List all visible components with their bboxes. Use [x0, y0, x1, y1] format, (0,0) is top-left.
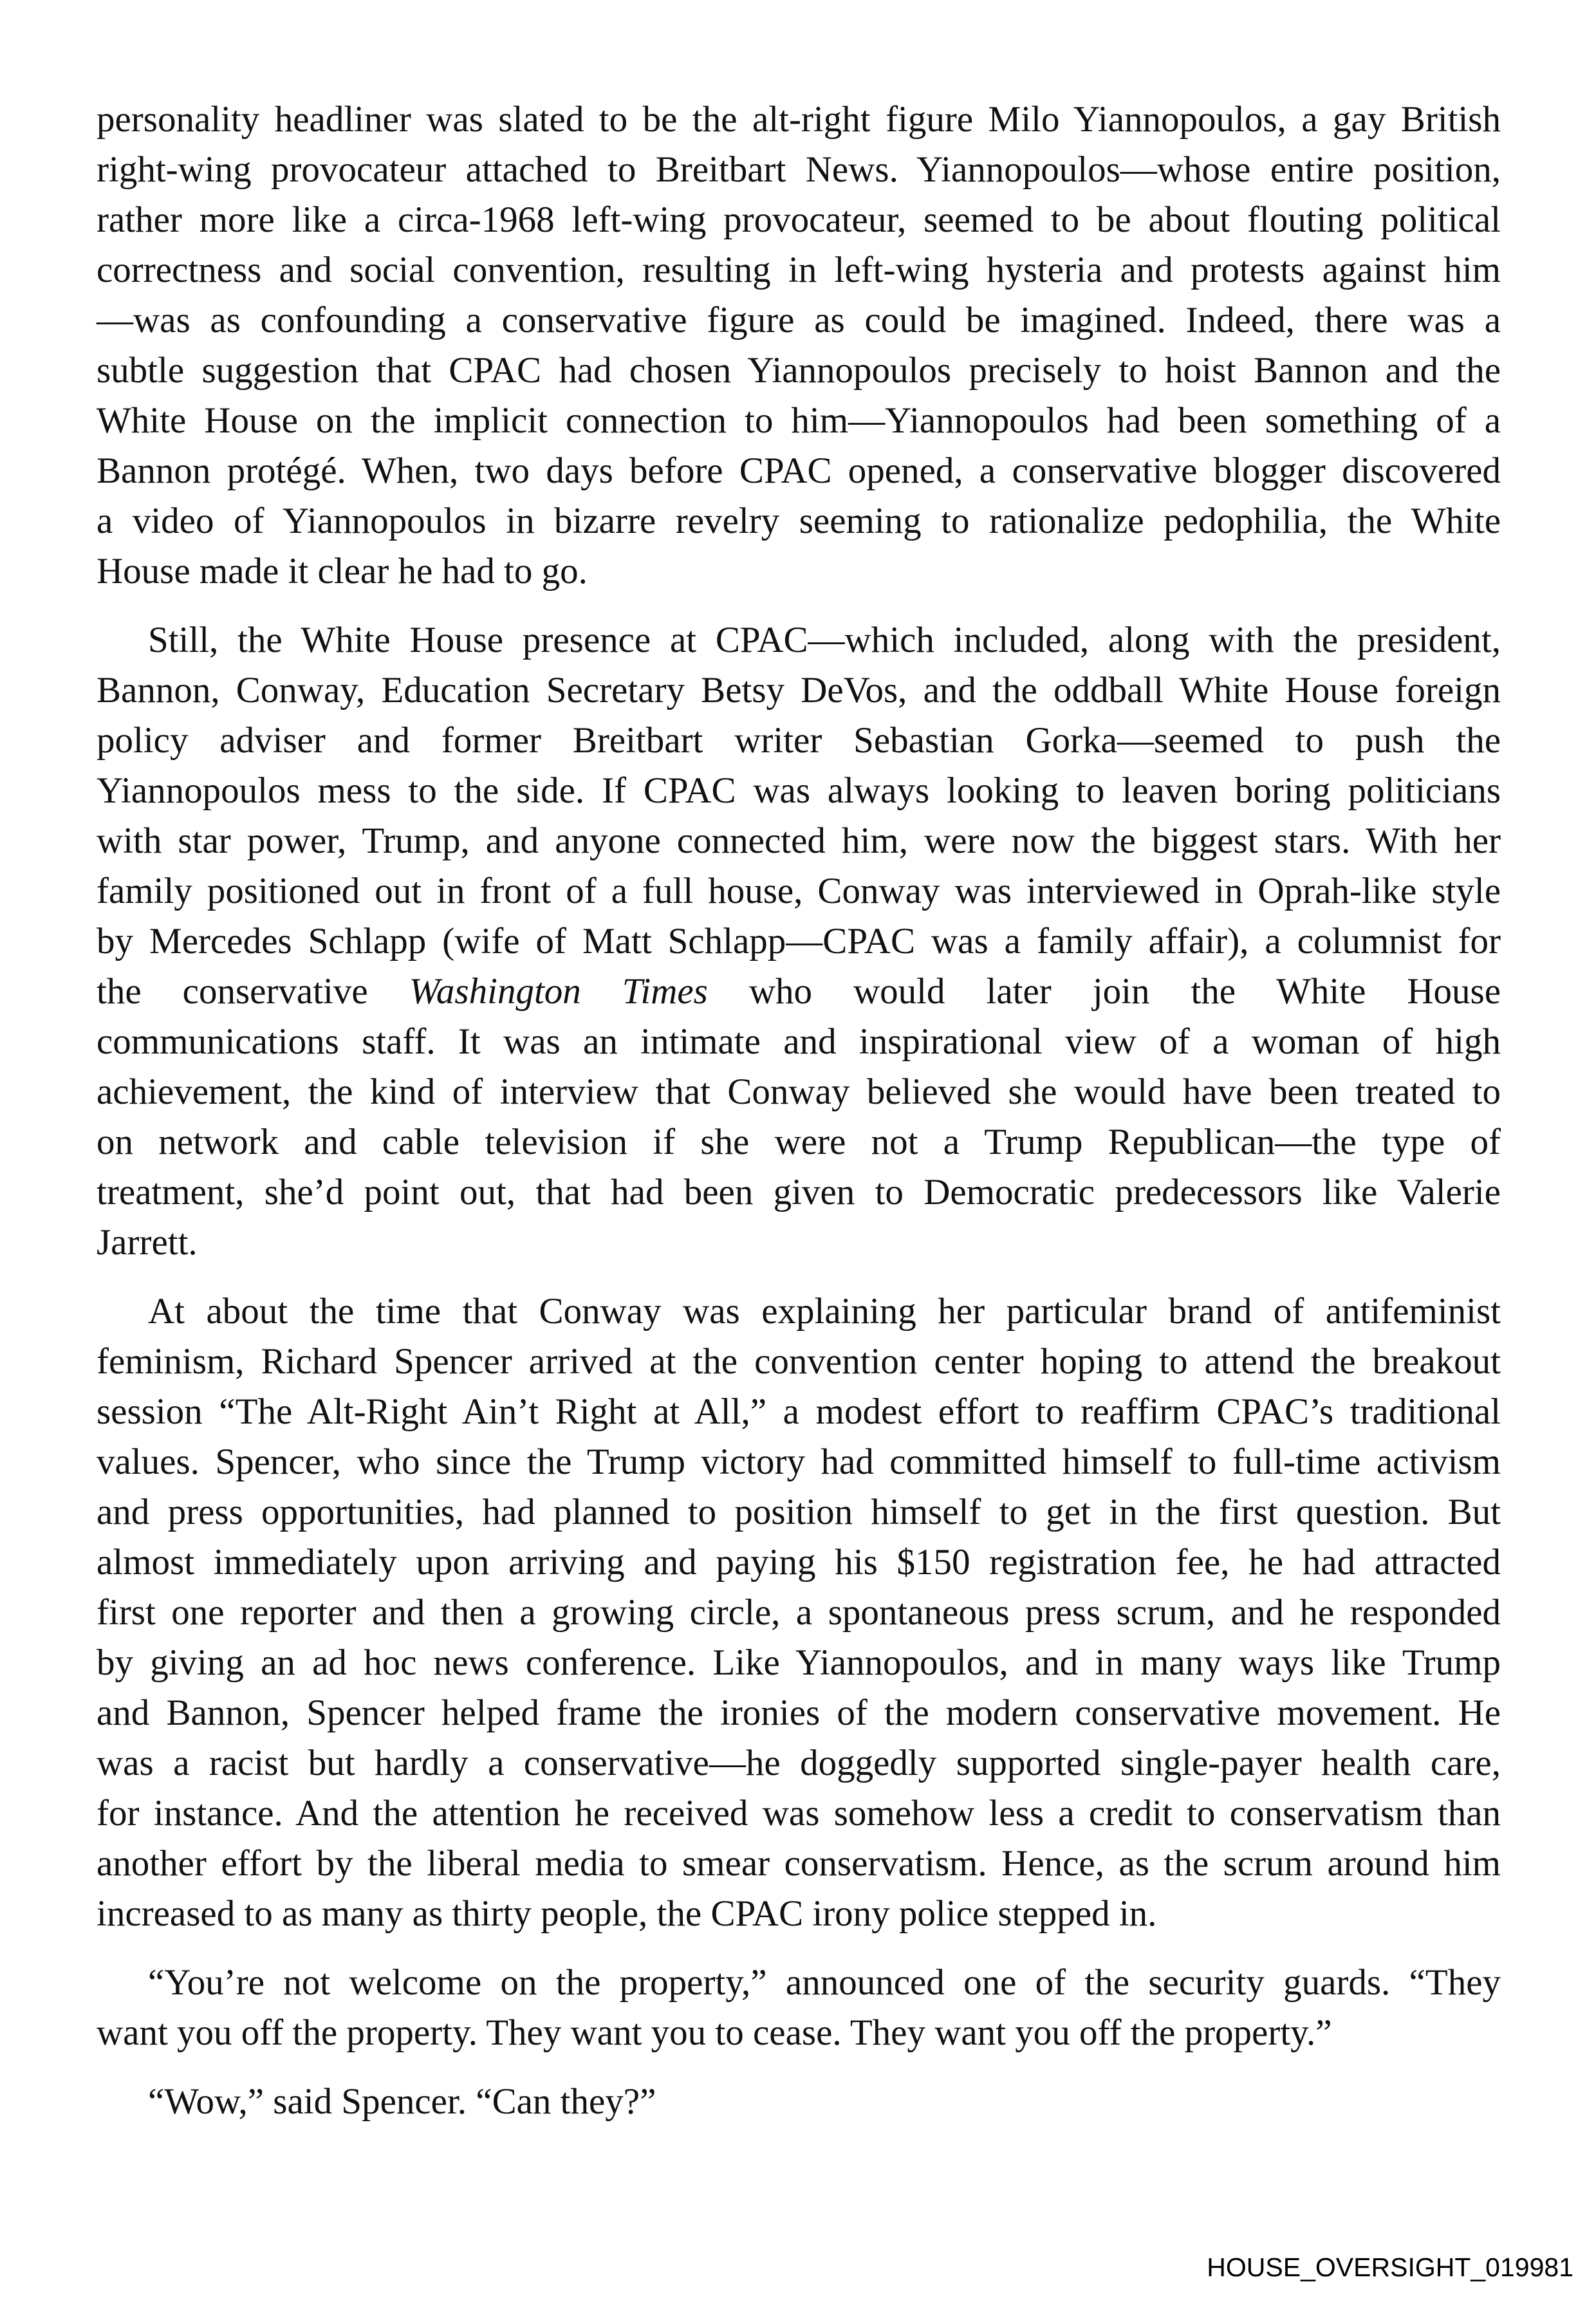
text-line: correctness and social convention, resulting in left-wing hysteria and protests against him: [97, 250, 1501, 290]
text-line: the conservative Washington Times who would later join the White House: [97, 971, 1501, 1012]
text-line: a video of Yiannopoulos in bizarre revelry seeming to rationalize pedophilia, the White: [97, 501, 1501, 541]
text-line: by Mercedes Schlapp (wife of Matt Schlapp—CPAC was a family affair), a columnist for: [97, 921, 1501, 961]
text-line: personality headliner was slated to be the alt-right figure Milo Yiannopoulos, a gay British: [97, 99, 1501, 140]
text-line: on network and cable television if she were not a Trump Republican—the type of: [97, 1122, 1501, 1162]
italic-title: Washington Times: [409, 971, 708, 1012]
text-line: Bannon, Conway, Education Secretary Betsy DeVos, and the oddball White House foreign: [97, 670, 1501, 710]
document-body: [97, 95, 1501, 2146]
paragraph: [97, 1286, 1501, 1939]
text-line: —was as confounding a conservative figure as could be imagined. Indeed, there was a: [97, 300, 1501, 340]
text-line: for instance. And the attention he received was somehow less a credit to conservatism than: [97, 1793, 1501, 1833]
text-line: subtle suggestion that CPAC had chosen Yiannopoulos precisely to hoist Bannon and the: [97, 350, 1501, 391]
text-line: policy adviser and former Breitbart writer Sebastian Gorka—seemed to push the: [97, 720, 1501, 761]
text-line: “You’re not welcome on the property,” announced one of the security guards. “They: [148, 1962, 1501, 2003]
text-line: family positioned out in front of a full house, Conway was interviewed in Oprah-like style: [97, 871, 1501, 911]
text-line: Bannon protégé. When, two days before CPAC opened, a conservative blogger discovered: [97, 450, 1501, 491]
text-line: almost immediately upon arriving and paying his $150 registration fee, he had attracted: [97, 1542, 1501, 1583]
text-line: and Bannon, Spencer helped frame the ironies of the modern conservative movement. He: [97, 1693, 1501, 1733]
text-line: “Wow,” said Spencer. “Can they?”: [148, 2081, 656, 2122]
text-line: House made it clear he had to go.: [97, 551, 588, 591]
text-line: another effort by the liberal media to smear conservatism. Hence, as the scrum around him: [97, 1843, 1501, 1884]
text-line: achievement, the kind of interview that Conway believed she would have been treated to: [97, 1072, 1501, 1112]
text-line: Still, the White House presence at CPAC—which included, along with the president,: [148, 620, 1501, 660]
text-line: by giving an ad hoc news conference. Like Yiannopoulos, and in many ways like Trump: [97, 1642, 1501, 1683]
text-line: with star power, Trump, and anyone connected him, were now the biggest stars. With her: [97, 821, 1501, 861]
text-line: right-wing provocateur attached to Breitbart News. Yiannopoulos—whose entire position,: [97, 149, 1501, 190]
text-line: At about the time that Conway was explaining her particular brand of antifeminist: [148, 1291, 1501, 1332]
text-line: values. Spencer, who since the Trump victory had committed himself to full-time activism: [97, 1442, 1501, 1482]
text-line: and press opportunities, had planned to position himself to get in the first question. But: [97, 1492, 1501, 1532]
text-line: Yiannopoulos mess to the side. If CPAC was always looking to leaven boring politicians: [97, 770, 1501, 811]
paragraph: [97, 2077, 1501, 2127]
text-line: Jarrett.: [97, 1222, 198, 1263]
text-line: increased to as many as thirty people, the CPAC irony police stepped in.: [97, 1893, 1157, 1934]
text-line: was a racist but hardly a conservative—he doggedly supported single-payer health care,: [97, 1743, 1501, 1783]
text-line: session “The Alt-Right Ain’t Right at All,” a modest effort to reaffirm CPAC’s traditional: [97, 1391, 1501, 1432]
text-line: rather more like a circa-1968 left-wing provocateur, seemed to be about flouting political: [97, 200, 1501, 240]
text-line: communications staff. It was an intimate and inspirational view of a woman of high: [97, 1021, 1501, 1062]
paragraph: [97, 615, 1501, 1268]
bates-stamp: HOUSE_OVERSIGHT_019981: [1207, 2252, 1573, 2282]
text-line: White House on the implicit connection to him—Yiannopoulos had been something of a: [97, 400, 1501, 441]
paragraph: [97, 95, 1501, 597]
text-line: first one reporter and then a growing circle, a spontaneous press scrum, and he responded: [97, 1592, 1501, 1633]
paragraph: [97, 1958, 1501, 2058]
text-line: want you off the property. They want you to cease. They want you off the property.”: [97, 2012, 1332, 2053]
text-line: feminism, Richard Spencer arrived at the convention center hoping to attend the breakout: [97, 1341, 1501, 1382]
text-line: treatment, she’d point out, that had been given to Democratic predecessors like Valerie: [97, 1172, 1501, 1212]
